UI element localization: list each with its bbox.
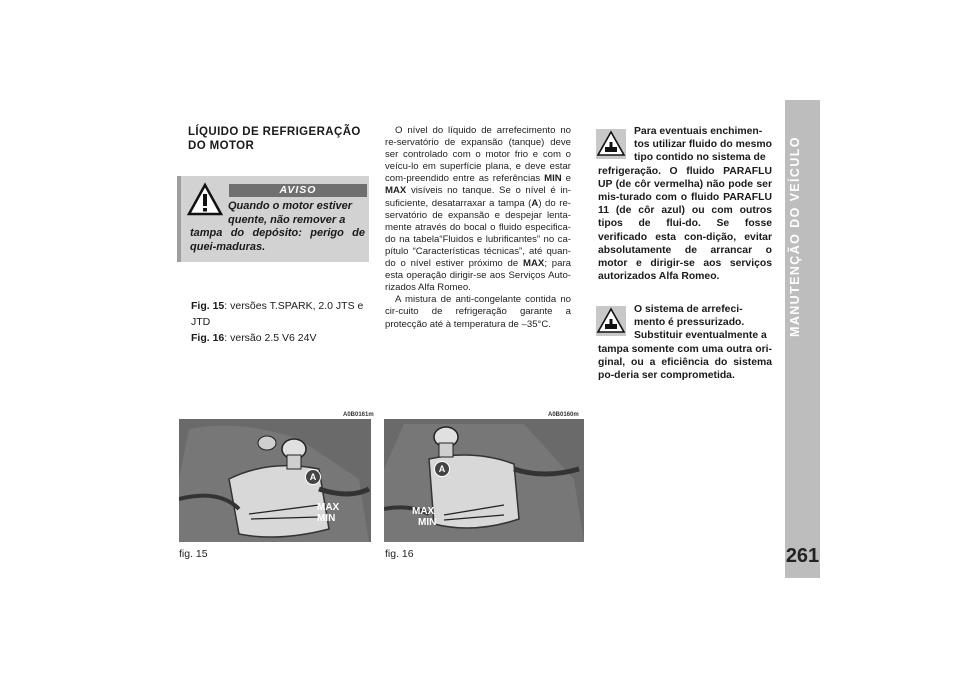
max-label-16: MAX — [412, 506, 435, 517]
min-label-15: MIN — [317, 513, 336, 524]
body-paragraph-2: A mistura de anti-congelante contida no cir-cuito de refrigeração garante a protecção até à temperatura de –35°C. — [385, 294, 571, 330]
max-label-15: MAX — [317, 502, 340, 513]
note-coolant-type: Para eventuais enchimen- tos utilizar fluido do mesmo tipo contido no sistema de refrigeração. O fluido PARAFLU UP (de côr vermelha) não pode ser mis-turado com o fluido PARAFLU 11 (de côr azul) ou com outros tipos de flui-do. Se fosse verificado esta con-dição, evitar absolutamente de arrancar o motor e dirigir-se aos serviços autorizados Alfa Romeo. — [598, 126, 772, 283]
engine-bay-illustration — [384, 419, 584, 542]
warning-label: AVISO — [229, 184, 367, 197]
fig-label-15: fig. 15 — [179, 548, 208, 560]
photo-code-16: A0B0160m — [548, 412, 579, 418]
fig-caption-16: Fig. 16: versão 2.5 V6 24V — [191, 332, 317, 344]
marker-a-16: A — [434, 461, 450, 477]
warning-text: Quando o motor estiver quente, não remover a tampa do depósito: perigo de quei-maduras. — [190, 200, 365, 253]
page-number: 261 — [785, 545, 820, 567]
engine-photo-16 — [384, 419, 584, 542]
min-label-16: MIN — [418, 517, 437, 528]
body-text — [385, 125, 571, 331]
side-tab — [785, 100, 820, 578]
engine-photo-15 — [179, 419, 371, 542]
fig-caption-15: Fig. 15: versões T.SPARK, 2.0 JTS e JTD — [191, 300, 364, 328]
note-pressurized-system: O sistema de arrefeci- mento é pressurizado. Substituir eventualmente a tampa somente com uma outra ori-ginal, ou a eficiência do sistema po-deria ser comprometida. — [598, 304, 772, 382]
engine-bay-illustration — [179, 419, 371, 542]
section-title: LÍQUIDO DE REFRIGERAÇÃO DO MOTOR — [188, 126, 361, 152]
section-tab-label: MANUTENÇÃO DO VEÍCULO — [788, 136, 802, 337]
fig-label-16: fig. 16 — [385, 548, 414, 560]
photo-code-15: A0B0161m — [343, 412, 374, 418]
body-paragraph-1: O nível do líquido de arrefecimento no re-servatório de expansão (tanque) deve ser controlado com o motor frio e com o veícu-lo em superfície plana, e deve estar com-preendido entre as referências MIN e MAX visíveis no tanque. Se o nível é in-suficiente, desatarraxar a tampa (A) do re-servatório de expansão e despejar lenta-mente através do bocal o fluido especifica-do na tabela“Fluidos e lubrificantes” no ca-pítulo “Características técnicas”, até quan-do o nível estiver próximo de MAX; para esta operação dirigir-se aos Serviços Auto-rizados Alfa Romeo. — [385, 125, 571, 294]
figure-captions — [191, 298, 376, 346]
marker-a-15: A — [305, 469, 321, 485]
